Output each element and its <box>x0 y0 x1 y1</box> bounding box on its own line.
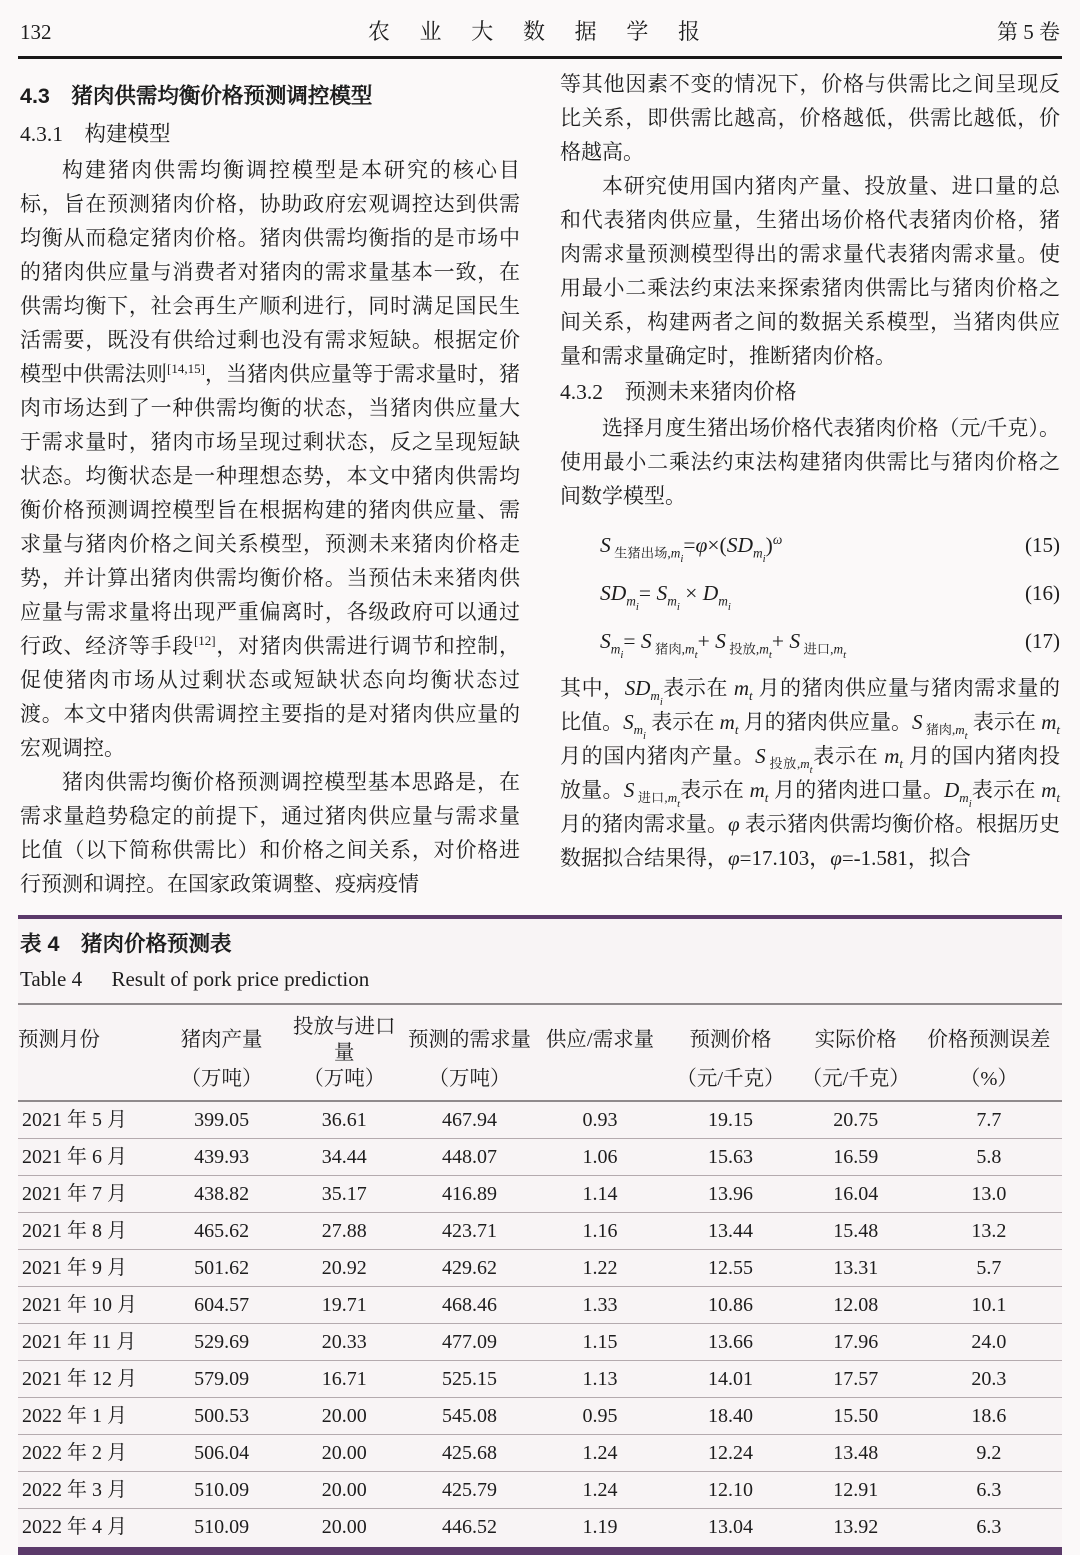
value-cell: 18.6 <box>971 1405 1007 1427</box>
paragraph-data-sources: 本研究使用国内猪肉产量、投放量、进口量的总和代表猪肉供应量，生猪出场价格代表猪肉价格，猪肉需求量预测模型得出的需求量代表猪肉需求量。使用最小二乘法约束法来探索猪肉供需比与猪肉价格之间关系，构建两者之间的数据关系模型，当猪肉供应量和需求量确定时，推断猪肉价格。 <box>560 174 1060 368</box>
text-segment: φ <box>695 533 708 557</box>
text-segment: t <box>677 798 681 810</box>
text-segment: m <box>626 593 636 609</box>
text-segment: t <box>694 649 698 662</box>
value-cell: 16.04 <box>833 1183 879 1205</box>
value-cell: 13.04 <box>708 1516 753 1538</box>
equation-body <box>560 528 783 566</box>
text-segment: m <box>633 722 644 738</box>
text-segment: i <box>968 798 972 810</box>
text-segment: i <box>659 696 663 708</box>
value-cell: 467.94 <box>442 1109 497 1131</box>
column-unit: （元/千克） <box>796 1066 916 1101</box>
section-number: 4.3 <box>20 84 50 108</box>
value-cell: 429.62 <box>442 1257 497 1279</box>
right-column <box>560 67 1060 901</box>
text-segment: m <box>884 744 900 768</box>
text-segment: S <box>623 710 634 734</box>
equation-number: (15) <box>1025 533 1060 557</box>
text-segment: 表示在 <box>662 676 734 700</box>
table-row <box>18 1101 1062 1139</box>
value-cell: 399.05 <box>194 1109 250 1131</box>
paragraph-continued: 等其他因素不变的情况下，价格与供需比之间呈现反比关系，即供需比越高，价格越低，供需比越低，价格越高。 <box>560 72 1060 164</box>
text-segment: 表示在 <box>812 744 885 768</box>
value-cell: 448.07 <box>442 1146 497 1168</box>
value-cell: 24.0 <box>971 1331 1007 1353</box>
text-segment: 表示在 <box>967 710 1042 734</box>
page-number: 132 <box>20 20 52 44</box>
subsection-number: 4.3.2 <box>560 380 603 404</box>
text-segment: i <box>680 553 684 566</box>
value-cell: 16.59 <box>833 1146 879 1168</box>
text-segment: S <box>715 629 726 653</box>
column-header: 预测价格 <box>665 1004 796 1066</box>
value-cell: 500.53 <box>194 1405 250 1427</box>
equations <box>560 521 1060 665</box>
value-cell: 423.71 <box>442 1220 497 1242</box>
text-segment: t <box>1056 722 1061 738</box>
text-segment: = <box>638 581 657 605</box>
value-cell: 465.62 <box>194 1220 250 1242</box>
value-cell: 510.09 <box>194 1516 250 1538</box>
value-cell: 13.92 <box>833 1516 879 1538</box>
text-segment: 月的猪肉进口量。 <box>768 778 945 802</box>
value-cell: 439.93 <box>194 1146 250 1168</box>
text-segment: 月的国内猪肉投放量。 <box>560 744 1061 802</box>
value-cell: 19.71 <box>321 1294 367 1316</box>
column-unit: （元/千克） <box>665 1066 796 1101</box>
text-segment: i <box>676 601 680 614</box>
table-bottom-rule <box>18 1547 1062 1555</box>
text-segment: t <box>749 688 753 704</box>
table-caption-en-label: Table 4 <box>20 967 83 991</box>
table-header-labels <box>18 1004 1062 1066</box>
value-cell: 19.15 <box>708 1109 753 1131</box>
column-header: 预测月份 <box>18 1004 159 1066</box>
value-cell: 12.91 <box>833 1479 879 1501</box>
text-segment: 猪肉, <box>651 641 685 657</box>
value-cell: 18.40 <box>708 1405 753 1427</box>
table-caption-en-text: Result of pork price prediction <box>111 967 370 991</box>
text-segment: m <box>1041 710 1057 734</box>
month-cell: 2021 年 11 月 <box>22 1331 137 1353</box>
text-segment: D <box>702 581 719 605</box>
text-segment: m <box>650 688 660 704</box>
value-cell: 5.7 <box>976 1257 1002 1279</box>
text-segment: =-1.581，拟合 <box>841 846 971 870</box>
value-cell: 34.44 <box>321 1146 367 1168</box>
table-body <box>18 1101 1062 1545</box>
text-segment: i <box>762 553 766 566</box>
text-segment: t <box>764 790 769 806</box>
text-segment: t <box>768 649 772 662</box>
text-segment: m <box>667 593 677 609</box>
value-cell: 1.22 <box>582 1257 618 1279</box>
text-segment: 月的猪肉需求量。 <box>560 812 729 836</box>
section-heading <box>20 79 520 113</box>
value-cell: 1.19 <box>582 1516 618 1538</box>
value-cell: 15.63 <box>708 1146 753 1168</box>
text-segment: ) <box>765 533 773 557</box>
text-segment: [14,15] <box>167 361 205 376</box>
value-cell: 1.24 <box>582 1479 618 1501</box>
content-columns <box>0 59 1080 901</box>
text-segment: t <box>899 756 903 772</box>
table-row <box>18 1139 1062 1176</box>
subsection-heading-431 <box>20 117 520 151</box>
table-row <box>18 1213 1062 1250</box>
value-cell: 1.06 <box>582 1146 618 1168</box>
month-cell: 2022 年 4 月 <box>22 1516 127 1538</box>
value-cell: 13.66 <box>708 1331 753 1353</box>
value-cell: 438.82 <box>194 1183 250 1205</box>
text-segment: ω <box>772 531 783 547</box>
text-segment: S <box>755 744 766 768</box>
column-unit: （万吨） <box>404 1066 535 1101</box>
month-cell: 2021 年 6 月 <box>22 1146 127 1168</box>
value-cell: 501.62 <box>194 1257 250 1279</box>
text-segment: t <box>809 764 813 776</box>
month-cell: 2022 年 1 月 <box>22 1405 127 1427</box>
text-segment: t <box>964 730 968 742</box>
text-segment: m <box>733 676 750 700</box>
column-unit <box>18 1066 159 1101</box>
text-segment: φ <box>830 846 842 870</box>
value-cell: 12.08 <box>833 1294 879 1316</box>
column-unit: （%） <box>916 1066 1062 1101</box>
text-segment: S <box>623 778 635 802</box>
table-caption-zh-label: 表 4 <box>20 932 60 956</box>
value-cell: 10.1 <box>971 1294 1007 1316</box>
equation-number: (16) <box>1025 581 1060 605</box>
value-cell: 468.46 <box>442 1294 497 1316</box>
text-segment: m <box>759 641 769 657</box>
text-segment: φ <box>728 812 740 836</box>
table-row <box>18 1509 1062 1546</box>
value-cell: 425.79 <box>442 1479 497 1501</box>
column-header: 实际价格 <box>796 1004 916 1066</box>
text-segment: t <box>734 722 739 738</box>
table-row <box>18 1398 1062 1435</box>
table-header-units <box>18 1066 1062 1101</box>
text-segment: 进口, <box>634 790 668 806</box>
month-cell: 2022 年 3 月 <box>22 1479 127 1501</box>
subsection-number: 4.3.1 <box>20 122 63 146</box>
month-cell: 2021 年 9 月 <box>22 1257 127 1279</box>
value-cell: 17.96 <box>833 1331 879 1353</box>
value-cell: 13.48 <box>833 1442 879 1464</box>
value-cell: 510.09 <box>194 1479 250 1501</box>
value-cell: 545.08 <box>442 1405 497 1427</box>
text-segment: SD <box>600 581 627 605</box>
text-segment: m <box>670 545 681 561</box>
text-segment: 表示猪肉供需均衡价格。根据历史数据拟合结果得， <box>560 812 1061 870</box>
text-segment: =17.103， <box>739 846 831 870</box>
paragraph-basic-idea: 猪肉供需均衡价格预测调控模型基本思路是，在需求量趋势稳定的前提下，通过猪肉供应量与需求量比值（以下简称供需比）和价格之间关系，对价格进行预测和调控。在国家政策调整、疫病疫情 <box>20 770 520 896</box>
paragraph-price-model: 选择月度生猪出场价格代表猪肉价格（元/千克）。使用最小二乘法约束法构建猪肉供需比与猪肉价格之间数学模型。 <box>560 416 1060 508</box>
text-segment: 表示在 <box>645 710 720 734</box>
month-cell: 2021 年 5 月 <box>22 1109 127 1131</box>
value-cell: 446.52 <box>442 1516 497 1538</box>
value-cell: 20.00 <box>321 1442 367 1464</box>
value-cell: 425.68 <box>442 1442 497 1464</box>
value-cell: 14.01 <box>708 1368 753 1390</box>
text-segment: i <box>635 601 639 614</box>
text-segment: i <box>620 649 624 662</box>
text-segment: ×( <box>707 533 727 557</box>
text-segment: + <box>771 629 790 653</box>
month-cell: 2021 年 12 月 <box>22 1368 137 1390</box>
left-column <box>20 67 520 901</box>
value-cell: 20.3 <box>971 1368 1007 1390</box>
value-cell: 13.96 <box>708 1183 753 1205</box>
text-segment: ，当猪肉供应量等于需求量时，猪肉市场达到了一种供需均衡的状态，当猪肉供应量大于需求量时，猪肉市场呈现过剩状态，反之呈现短缺状态。均衡状态是一种理想态势，本文中猪肉供需均衡价格预测调控模型旨在根据构建的猪肉供应量、需求量与猪肉价格之间关系模型，预测未来猪肉价格走势，并计算出猪肉供需均衡价格。当预估未来猪肉供应量与需求量将出现严重偏离时，各级政府可以通过行政、经济等手段 <box>20 362 521 658</box>
value-cell: 1.33 <box>582 1294 618 1316</box>
text-segment: S <box>912 710 923 734</box>
value-cell: 7.7 <box>976 1109 1002 1131</box>
column-unit: （万吨） <box>159 1066 284 1101</box>
text-segment: = <box>683 533 696 557</box>
text-segment: m <box>684 641 695 657</box>
text-segment: [12] <box>193 633 216 648</box>
text-segment: 其中， <box>560 676 625 700</box>
month-cell: 2021 年 8 月 <box>22 1220 127 1242</box>
month-cell: 2022 年 2 月 <box>22 1442 127 1464</box>
value-cell: 9.2 <box>976 1442 1002 1464</box>
table-section <box>18 915 1062 1555</box>
month-cell: 2021 年 7 月 <box>22 1183 127 1205</box>
value-cell: 1.15 <box>582 1331 618 1353</box>
value-cell: 1.13 <box>582 1368 618 1390</box>
equation-row <box>560 521 1060 569</box>
value-cell: 5.8 <box>976 1146 1002 1168</box>
value-cell: 0.95 <box>582 1405 618 1427</box>
value-cell: 579.09 <box>194 1368 250 1390</box>
text-segment: m <box>833 641 844 657</box>
paragraph-symbol-definitions <box>560 671 1060 875</box>
subsection-heading-432 <box>560 375 1060 409</box>
column-header: 预测的需求量 <box>404 1004 535 1066</box>
value-cell: 12.24 <box>708 1442 753 1464</box>
text-segment: m <box>1041 778 1057 802</box>
text-segment: SD <box>624 676 651 700</box>
subsection-title: 预测未来猪肉价格 <box>624 380 797 404</box>
table-row <box>18 1250 1062 1287</box>
table-row <box>18 1287 1062 1324</box>
text-segment: 月的猪肉供应量与猪肉需求量的比值。 <box>560 676 1061 734</box>
equation-body <box>560 624 847 662</box>
value-cell: 506.04 <box>194 1442 250 1464</box>
text-segment: S <box>600 533 611 557</box>
text-segment: S <box>600 629 611 653</box>
value-cell: 13.2 <box>971 1220 1007 1242</box>
text-segment: × <box>679 581 703 605</box>
value-cell: 13.31 <box>833 1257 879 1279</box>
volume-label: 第 5 卷 <box>997 20 1060 44</box>
text-segment: m <box>753 545 763 561</box>
value-cell: 1.24 <box>582 1442 618 1464</box>
text-segment: ，对猪肉供需进行调节和控制，促使猪肉市场从过剩状态或短缺状态向均衡状态过渡。本文中猪肉供需调控主要指的是对猪肉供应量的宏观调控。 <box>20 634 521 760</box>
value-cell: 16.71 <box>321 1368 367 1390</box>
column-header: 供应/需求量 <box>535 1004 666 1066</box>
text-segment: 表示在 <box>971 778 1042 802</box>
value-cell: 529.69 <box>194 1331 250 1353</box>
value-cell: 36.61 <box>321 1109 367 1131</box>
column-unit: （万吨） <box>284 1066 404 1101</box>
value-cell: 6.3 <box>976 1479 1002 1501</box>
text-segment: t <box>1056 790 1061 806</box>
text-segment: t <box>843 649 847 662</box>
journal-title: 农 业 大 数 据 学 报 <box>367 19 713 44</box>
table-header <box>18 1004 1062 1101</box>
text-segment: m <box>955 722 965 738</box>
text-segment: m <box>667 790 678 806</box>
text-segment: 进口, <box>800 641 834 657</box>
table-row <box>18 1176 1062 1213</box>
value-cell: 15.50 <box>833 1405 879 1427</box>
value-cell: 12.55 <box>708 1257 753 1279</box>
equation-number: (17) <box>1025 629 1060 653</box>
value-cell: 477.09 <box>442 1331 497 1353</box>
text-segment: 月的国内猪肉产量。 <box>560 744 756 768</box>
text-segment: m <box>959 790 969 806</box>
text-segment: m <box>749 778 765 802</box>
text-segment: SD <box>726 533 753 557</box>
paragraph-model-building <box>20 153 520 765</box>
text-segment: D <box>944 778 960 802</box>
text-segment: S <box>640 629 652 653</box>
value-cell: 20.00 <box>321 1479 367 1501</box>
text-segment: 生猪出场, <box>610 545 671 561</box>
value-cell: 1.16 <box>582 1220 618 1242</box>
value-cell: 20.00 <box>321 1405 367 1427</box>
value-cell: 10.86 <box>708 1294 753 1316</box>
table-row <box>18 1435 1062 1472</box>
text-segment: = <box>623 629 641 653</box>
value-cell: 20.00 <box>321 1516 367 1538</box>
text-segment: m <box>800 756 810 772</box>
table-caption-zh <box>20 929 1062 959</box>
value-cell: 0.93 <box>582 1109 618 1131</box>
value-cell: 20.92 <box>321 1257 367 1279</box>
column-unit <box>535 1066 666 1101</box>
column-header: 投放与进口量 <box>284 1004 404 1066</box>
text-segment: i <box>643 730 646 742</box>
value-cell: 6.3 <box>976 1516 1002 1538</box>
value-cell: 20.75 <box>833 1109 879 1131</box>
table-row <box>18 1324 1062 1361</box>
month-cell: 2021 年 10 月 <box>22 1294 137 1316</box>
text-segment: m <box>719 710 735 734</box>
text-segment: 投放, <box>765 756 801 772</box>
table-row <box>18 1361 1062 1398</box>
value-cell: 20.33 <box>321 1331 367 1353</box>
value-cell: 604.57 <box>194 1294 250 1316</box>
text-segment: 投放, <box>725 641 760 657</box>
text-segment: 构建猪肉供需均衡调控模型是本研究的核心目标，旨在预测猪肉价格，协助政府宏观调控达到供需均衡从而稳定猪肉价格。猪肉供需均衡指的是市场中的猪肉供应量与消费者对猪肉的需求量基本一致，在供需均衡下，社会再生产顺利进行，同时满足国民生活需要，既没有供给过剩也没有需求短缺。根据定价模型中供需法则 <box>20 158 520 386</box>
value-cell: 35.17 <box>321 1183 367 1205</box>
subsection-title: 构建模型 <box>84 122 171 146</box>
value-cell: 1.14 <box>582 1183 618 1205</box>
equation-row <box>560 569 1060 617</box>
value-cell: 13.0 <box>971 1183 1007 1205</box>
text-segment: 表示在 <box>680 778 750 802</box>
column-header: 猪肉产量 <box>159 1004 284 1066</box>
value-cell: 27.88 <box>321 1220 367 1242</box>
value-cell: 17.57 <box>833 1368 879 1390</box>
value-cell: 15.48 <box>833 1220 879 1242</box>
text-segment: m <box>610 641 621 657</box>
text-segment: 月的猪肉供应量。 <box>738 710 913 734</box>
value-cell: 13.44 <box>708 1220 753 1242</box>
pork-price-table <box>18 1003 1062 1545</box>
text-segment: S <box>656 581 668 605</box>
text-segment: m <box>718 593 728 609</box>
page-header <box>0 0 1080 48</box>
table-top-rule <box>18 915 1062 919</box>
text-segment: φ <box>728 846 740 870</box>
value-cell: 12.10 <box>708 1479 753 1501</box>
equation-row <box>560 617 1060 665</box>
text-segment: 猪肉, <box>922 722 956 738</box>
text-segment: i <box>727 601 731 614</box>
table-caption-en <box>20 963 1062 995</box>
table-row <box>18 1472 1062 1509</box>
value-cell: 416.89 <box>442 1183 497 1205</box>
section-title: 猪肉供需均衡价格预测调控模型 <box>71 84 373 108</box>
value-cell: 525.15 <box>442 1368 497 1390</box>
column-header: 价格预测误差 <box>916 1004 1062 1066</box>
table-caption-zh-text: 猪肉价格预测表 <box>80 932 232 956</box>
text-segment: S <box>789 629 801 653</box>
equation-body <box>560 576 731 614</box>
text-segment: + <box>697 629 716 653</box>
